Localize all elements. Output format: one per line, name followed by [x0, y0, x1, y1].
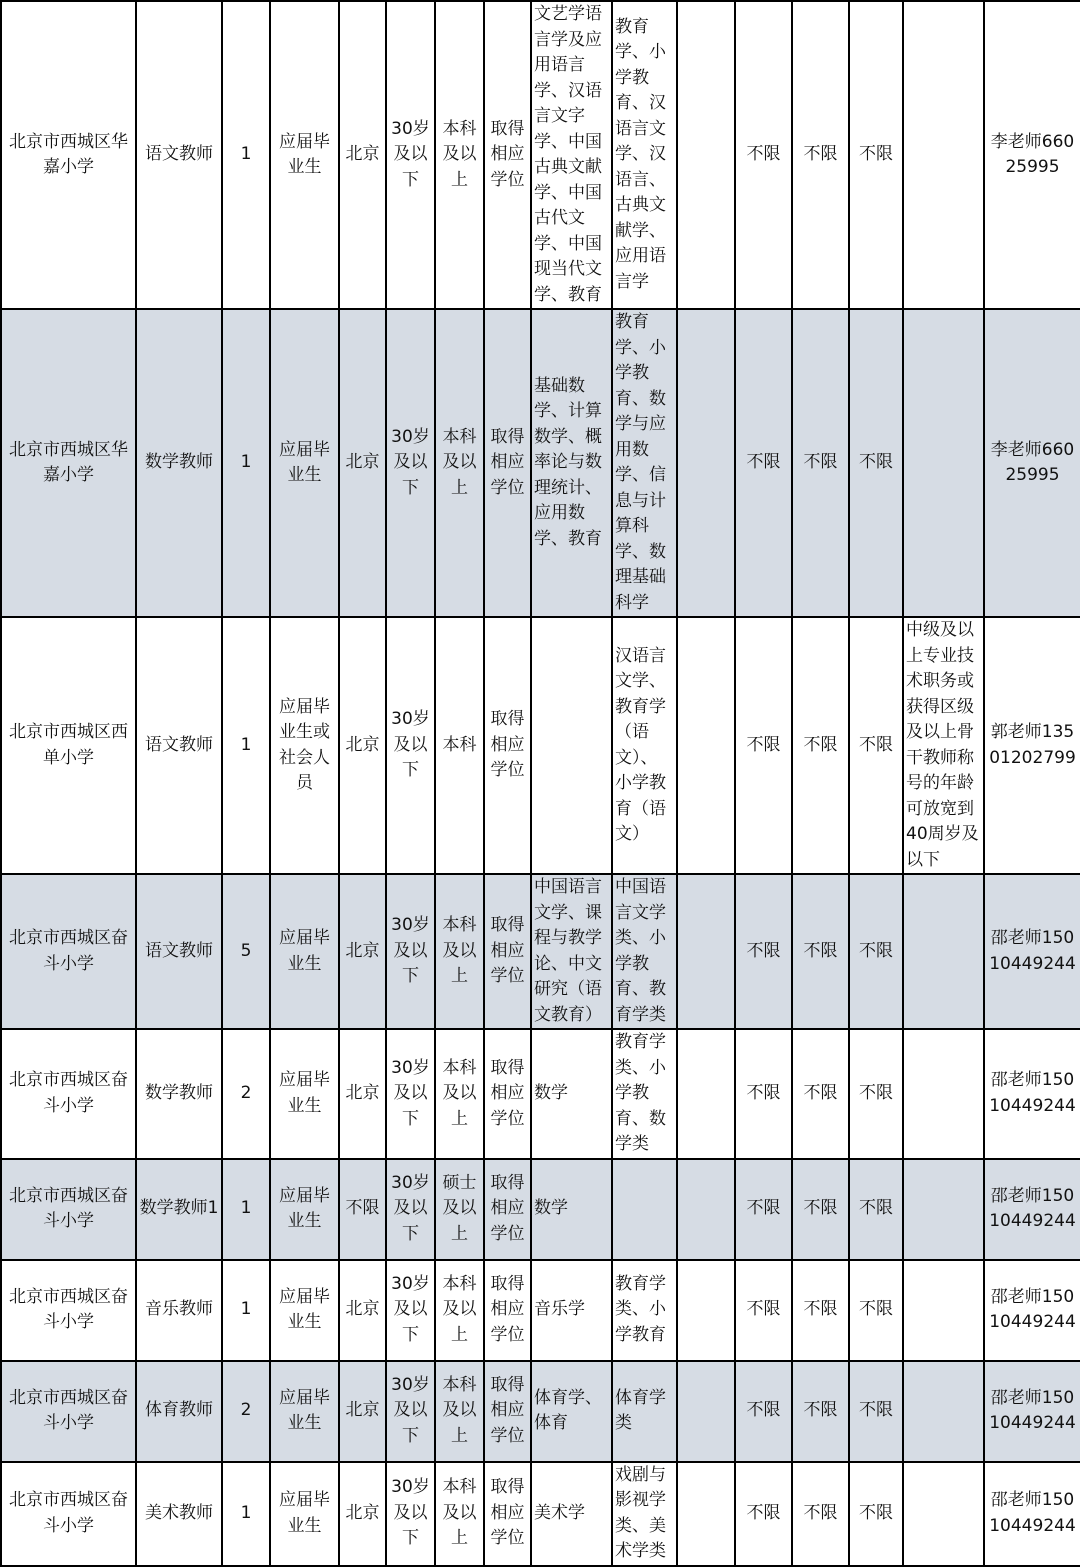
- table-row: [1, 1361, 1080, 1462]
- cell-empty: [677, 309, 735, 617]
- cell-source: 应届毕业生: [270, 1462, 339, 1566]
- cell-major-bachelor: 中国语言文学类、小学教育、教育学类: [612, 874, 677, 1029]
- cell-empty: [677, 1, 735, 309]
- cell-degree: 取得相应学位: [484, 874, 531, 1029]
- cell-limit-b: 不限: [792, 1361, 849, 1462]
- cell-degree: 取得相应学位: [484, 1159, 531, 1260]
- cell-count: 1: [222, 309, 270, 617]
- cell-contact: 邵老师15010449244: [984, 1029, 1080, 1159]
- cell-age: 30岁及以下: [386, 1462, 435, 1566]
- cell-limit-b: 不限: [792, 1029, 849, 1159]
- cell-unit: 北京市西城区华嘉小学: [1, 1, 136, 309]
- cell-limit-a: 不限: [735, 1260, 792, 1361]
- cell-hukou: 北京: [339, 1260, 386, 1361]
- cell-unit: 北京市西城区西单小学: [1, 617, 136, 874]
- cell-hukou: 北京: [339, 1361, 386, 1462]
- cell-age: 30岁及以下: [386, 1029, 435, 1159]
- cell-limit-a: 不限: [735, 1, 792, 309]
- cell-unit: 北京市西城区华嘉小学: [1, 309, 136, 617]
- cell-position: 美术教师: [136, 1462, 222, 1566]
- cell-count: 1: [222, 1159, 270, 1260]
- cell-source: 应届毕业生: [270, 1, 339, 309]
- cell-major-bachelor: 戏剧与影视学类、美术学类: [612, 1462, 677, 1566]
- cell-limit-a: 不限: [735, 309, 792, 617]
- cell-major-bachelor: 体育学类: [612, 1361, 677, 1462]
- cell-major-research: 数学: [531, 1029, 612, 1159]
- cell-empty: [677, 1361, 735, 1462]
- cell-source: 应届毕业生: [270, 309, 339, 617]
- cell-limit-b: 不限: [792, 1159, 849, 1260]
- cell-source: 应届毕业生: [270, 1159, 339, 1260]
- cell-contact: 邵老师15010449244: [984, 1260, 1080, 1361]
- cell-limit-c: 不限: [849, 874, 903, 1029]
- cell-limit-c: 不限: [849, 1260, 903, 1361]
- cell-position: 数学教师: [136, 309, 222, 617]
- cell-contact: 郭老师13501202799: [984, 617, 1080, 874]
- cell-unit: 北京市西城区奋斗小学: [1, 1260, 136, 1361]
- cell-limit-a: 不限: [735, 1462, 792, 1566]
- cell-major-bachelor: 教育学类、小学教育、数学类: [612, 1029, 677, 1159]
- table-row: [1, 1260, 1080, 1361]
- cell-source: 应届毕业生: [270, 1260, 339, 1361]
- cell-education: 本科及以上: [435, 309, 484, 617]
- cell-major-research: [531, 617, 612, 874]
- cell-other-requirements: [903, 1159, 984, 1260]
- cell-position: 音乐教师: [136, 1260, 222, 1361]
- cell-position: 语文教师: [136, 874, 222, 1029]
- cell-empty: [677, 1159, 735, 1260]
- cell-limit-b: 不限: [792, 874, 849, 1029]
- cell-position: 数学教师: [136, 1029, 222, 1159]
- cell-other-requirements: [903, 1029, 984, 1159]
- cell-other-requirements: [903, 1, 984, 309]
- cell-limit-b: 不限: [792, 309, 849, 617]
- cell-position: 数学教师1: [136, 1159, 222, 1260]
- cell-limit-a: 不限: [735, 1029, 792, 1159]
- cell-hukou: 北京: [339, 1, 386, 309]
- cell-count: 2: [222, 1361, 270, 1462]
- cell-other-requirements: [903, 1260, 984, 1361]
- cell-limit-c: 不限: [849, 1, 903, 309]
- cell-education: 本科及以上: [435, 1462, 484, 1566]
- cell-limit-c: 不限: [849, 1029, 903, 1159]
- cell-contact: 邵老师15010449244: [984, 1159, 1080, 1260]
- cell-empty: [677, 1029, 735, 1159]
- cell-limit-a: 不限: [735, 1159, 792, 1260]
- table-row: [1, 1, 1080, 309]
- cell-hukou: 北京: [339, 1462, 386, 1566]
- cell-position: 语文教师: [136, 617, 222, 874]
- cell-hukou: 不限: [339, 1159, 386, 1260]
- cell-degree: 取得相应学位: [484, 1361, 531, 1462]
- cell-limit-a: 不限: [735, 874, 792, 1029]
- cell-age: 30岁及以下: [386, 1, 435, 309]
- cell-unit: 北京市西城区奋斗小学: [1, 1159, 136, 1260]
- cell-degree: 取得相应学位: [484, 1462, 531, 1566]
- cell-major-bachelor: 教育学类、小学教育: [612, 1260, 677, 1361]
- cell-degree: 取得相应学位: [484, 309, 531, 617]
- cell-other-requirements: [903, 1462, 984, 1566]
- cell-hukou: 北京: [339, 309, 386, 617]
- cell-major-research: 音乐学: [531, 1260, 612, 1361]
- cell-major-bachelor: [612, 1159, 677, 1260]
- cell-position: 体育教师: [136, 1361, 222, 1462]
- table-row: [1, 1159, 1080, 1260]
- cell-major-research: 体育学、体育: [531, 1361, 612, 1462]
- table-row: [1, 1462, 1080, 1566]
- cell-limit-b: 不限: [792, 1462, 849, 1566]
- cell-major-research: 数学: [531, 1159, 612, 1260]
- cell-major-research: 文艺学语言学及应用语言学、汉语言文字学、中国古典文献学、中国古代文学、中国现当代文学、教育: [531, 1, 612, 309]
- cell-degree: 取得相应学位: [484, 1, 531, 309]
- cell-other-requirements: [903, 1361, 984, 1462]
- cell-major-bachelor: 教育学、小学教育、汉语言文学、汉语言、古典文献学、应用语言学: [612, 1, 677, 309]
- cell-degree: 取得相应学位: [484, 1029, 531, 1159]
- cell-age: 30岁及以下: [386, 874, 435, 1029]
- cell-empty: [677, 874, 735, 1029]
- cell-limit-b: 不限: [792, 617, 849, 874]
- cell-source: 应届毕业生: [270, 874, 339, 1029]
- cell-contact: 邵老师15010449244: [984, 1462, 1080, 1566]
- cell-hukou: 北京: [339, 617, 386, 874]
- cell-limit-c: 不限: [849, 617, 903, 874]
- cell-major-research: 中国语言文学、课程与教学论、中文研究（语文教育）: [531, 874, 612, 1029]
- cell-education: 本科及以上: [435, 1260, 484, 1361]
- cell-major-bachelor: 教育学、小学教育、数学与应用数学、信息与计算科学、数理基础科学: [612, 309, 677, 617]
- cell-other-requirements: [903, 309, 984, 617]
- cell-other-requirements: [903, 874, 984, 1029]
- cell-major-research: 基础数学、计算数学、概率论与数理统计、应用数学、教育: [531, 309, 612, 617]
- table-row: [1, 309, 1080, 617]
- cell-count: 5: [222, 874, 270, 1029]
- cell-source: 应届毕业生或社会人员: [270, 617, 339, 874]
- cell-contact: 李老师66025995: [984, 1, 1080, 309]
- cell-degree: 取得相应学位: [484, 617, 531, 874]
- cell-contact: 邵老师15010449244: [984, 1361, 1080, 1462]
- cell-age: 30岁及以下: [386, 1260, 435, 1361]
- cell-count: 1: [222, 1462, 270, 1566]
- cell-education: 本科及以上: [435, 1361, 484, 1462]
- cell-hukou: 北京: [339, 1029, 386, 1159]
- cell-major-research: 美术学: [531, 1462, 612, 1566]
- table-body: [1, 1, 1080, 1566]
- cell-contact: 邵老师15010449244: [984, 874, 1080, 1029]
- cell-source: 应届毕业生: [270, 1029, 339, 1159]
- cell-limit-b: 不限: [792, 1, 849, 309]
- cell-hukou: 北京: [339, 874, 386, 1029]
- cell-unit: 北京市西城区奋斗小学: [1, 1029, 136, 1159]
- cell-count: 2: [222, 1029, 270, 1159]
- cell-empty: [677, 1462, 735, 1566]
- cell-education: 本科及以上: [435, 1029, 484, 1159]
- cell-source: 应届毕业生: [270, 1361, 339, 1462]
- cell-other-requirements: 中级及以上专业技术职务或获得区级及以上骨干教师称号的年龄可放宽到40周岁及以下: [903, 617, 984, 874]
- cell-age: 30岁及以下: [386, 617, 435, 874]
- cell-count: 1: [222, 617, 270, 874]
- cell-limit-c: 不限: [849, 309, 903, 617]
- cell-education: 本科: [435, 617, 484, 874]
- cell-limit-a: 不限: [735, 617, 792, 874]
- cell-age: 30岁及以下: [386, 1159, 435, 1260]
- table-row: [1, 1029, 1080, 1159]
- cell-limit-c: 不限: [849, 1361, 903, 1462]
- cell-education: 硕士及以上: [435, 1159, 484, 1260]
- cell-education: 本科及以上: [435, 1, 484, 309]
- cell-limit-c: 不限: [849, 1462, 903, 1566]
- cell-major-bachelor: 汉语言文学、教育学（语文）、小学教育（语文）: [612, 617, 677, 874]
- cell-unit: 北京市西城区奋斗小学: [1, 1361, 136, 1462]
- cell-count: 1: [222, 1260, 270, 1361]
- cell-degree: 取得相应学位: [484, 1260, 531, 1361]
- cell-unit: 北京市西城区奋斗小学: [1, 874, 136, 1029]
- table-row: [1, 874, 1080, 1029]
- cell-limit-a: 不限: [735, 1361, 792, 1462]
- cell-position: 语文教师: [136, 1, 222, 309]
- cell-limit-c: 不限: [849, 1159, 903, 1260]
- cell-contact: 李老师66025995: [984, 309, 1080, 617]
- cell-age: 30岁及以下: [386, 1361, 435, 1462]
- table-row: [1, 617, 1080, 874]
- cell-empty: [677, 1260, 735, 1361]
- cell-education: 本科及以上: [435, 874, 484, 1029]
- cell-empty: [677, 617, 735, 874]
- cell-unit: 北京市西城区奋斗小学: [1, 1462, 136, 1566]
- cell-count: 1: [222, 1, 270, 309]
- cell-age: 30岁及以下: [386, 309, 435, 617]
- cell-limit-b: 不限: [792, 1260, 849, 1361]
